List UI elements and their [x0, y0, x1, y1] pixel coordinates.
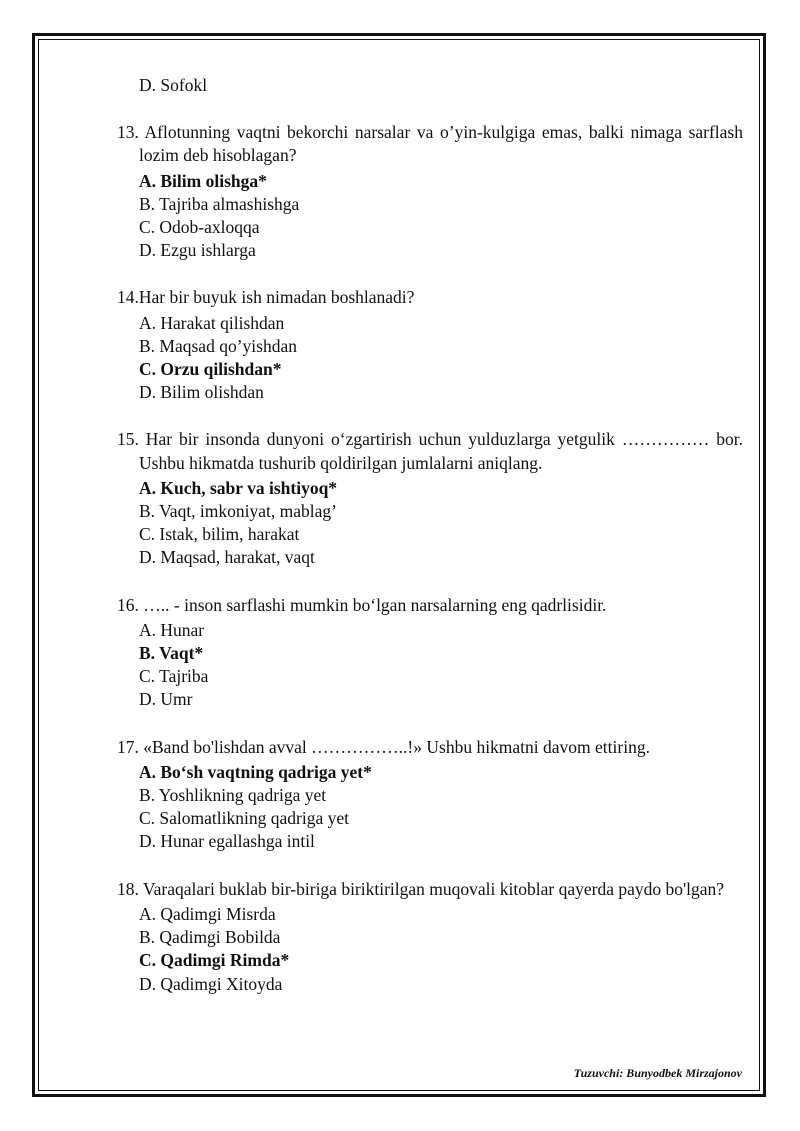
option-b: B. Maqsad qo’yishdan — [139, 335, 297, 356]
option-d: D. Maqsad, harakat, vaqt — [139, 547, 315, 568]
question-15 — [117, 428, 743, 569]
question-text: 15. Har bir insonda dunyoni o‘zgartirish uchun yulduzlarga yetgulik …………… bor. Ushbu hikmatda tushurib qoldirilgan jumlalarni aniqlang. — [117, 429, 743, 473]
option-b: B. Qadimgi Bobilda — [139, 927, 281, 948]
question-17 — [117, 736, 743, 854]
question-text: 13. Aflotunning vaqtni bekorchi narsalar va o’yin-kulgiga emas, balki nimaga sarflash lozim deb hisoblagan? — [117, 122, 743, 166]
option-a: A. Bilim olishga* — [139, 170, 267, 191]
option-c: C. Tajriba — [139, 666, 209, 687]
question-text: 16. ….. - inson sarflashi mumkin bo‘lgan narsalarning eng qadrlisidir. — [117, 594, 607, 615]
option-a: A. Qadimgi Misrda — [139, 903, 276, 924]
question-text: 14.Har bir buyuk ish nimadan boshlanadi? — [117, 287, 415, 308]
question-text: 18. Varaqalari buklab bir-biriga biriktirilgan muqovali kitoblar qayerda paydo bo'lgan? — [117, 878, 725, 899]
option-d: D. Qadimgi Xitoyda — [139, 973, 283, 994]
option-b: B. Yoshlikning qadriga yet — [139, 785, 327, 806]
previous-question-option-d: D. Sofokl — [139, 75, 208, 95]
question-13 — [117, 121, 743, 262]
author-footer: Tuzuvchi: Bunyodbek Mirzajonov — [573, 1066, 742, 1080]
quiz-content — [117, 74, 743, 996]
option-d: D. Hunar egallashga intil — [139, 831, 315, 852]
option-a: A. Harakat qilishdan — [139, 312, 285, 333]
question-14 — [117, 286, 743, 404]
option-c: C. Odob-axloqqa — [139, 217, 260, 238]
option-b: B. Vaqt* — [139, 643, 204, 664]
option-a: A. Hunar — [139, 619, 205, 640]
option-b: B. Tajriba almashishga — [139, 193, 300, 214]
option-d: D. Ezgu ishlarga — [139, 240, 256, 261]
option-c: C. Salomatlikning qadriga yet — [139, 808, 349, 829]
option-b: B. Vaqt, imkoniyat, mablag’ — [139, 501, 337, 522]
question-18 — [117, 878, 743, 996]
option-a: A. Bo‘sh vaqtning qadriga yet* — [139, 761, 372, 782]
question-16 — [117, 594, 743, 712]
option-d: D. Umr — [139, 689, 193, 710]
option-c: C. Orzu qilishdan* — [139, 359, 282, 380]
option-a: A. Kuch, sabr va ishtiyoq* — [139, 477, 338, 498]
option-d: D. Bilim olishdan — [139, 382, 264, 403]
option-c: C. Istak, bilim, harakat — [139, 524, 300, 545]
option-c: C. Qadimgi Rimda* — [139, 950, 290, 971]
question-text: 17. «Band bo'lishdan avval ……………..!» Ushbu hikmatni davom ettiring. — [117, 736, 650, 757]
